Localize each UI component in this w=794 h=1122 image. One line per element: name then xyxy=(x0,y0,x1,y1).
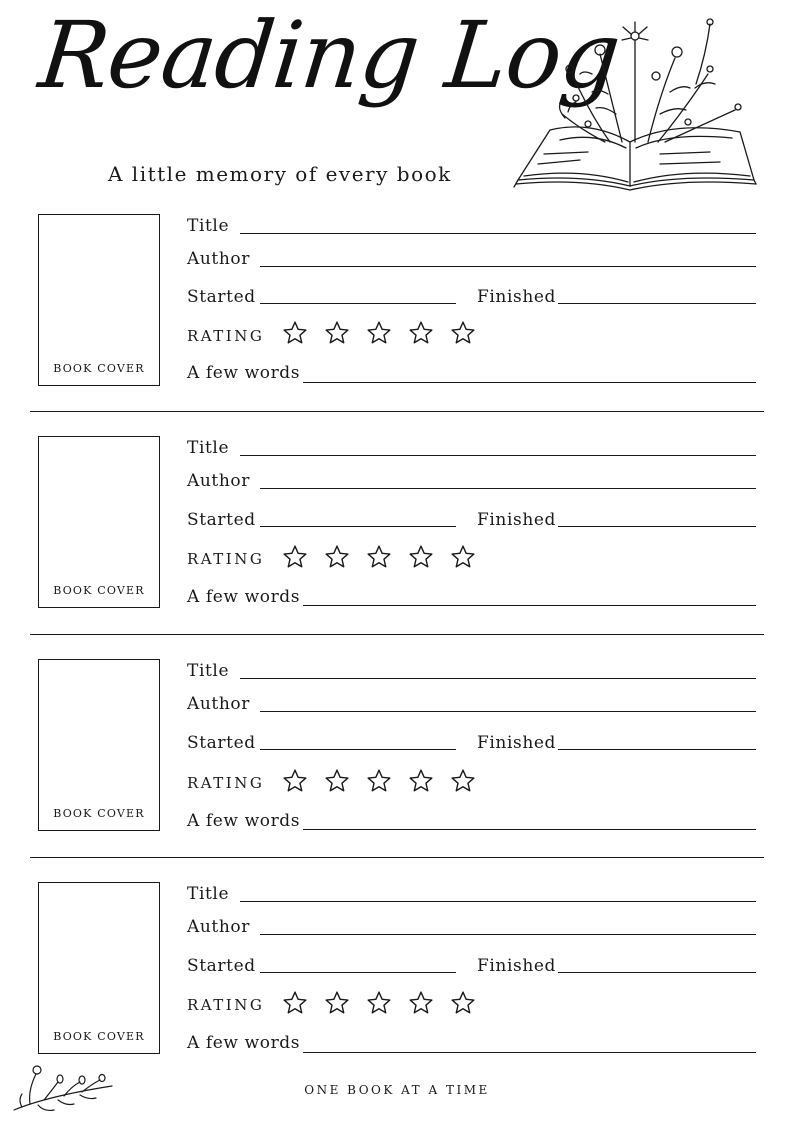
started-label: Started xyxy=(187,733,256,753)
started-label: Started xyxy=(187,287,256,307)
title-field[interactable] xyxy=(240,233,756,234)
title-field[interactable] xyxy=(240,901,756,902)
title-label: Title xyxy=(187,216,230,236)
title-label: Title xyxy=(187,661,230,681)
finished-label: Finished xyxy=(477,510,557,530)
words-field[interactable] xyxy=(303,382,756,383)
words-field[interactable] xyxy=(303,605,756,606)
star-icon[interactable] xyxy=(282,544,308,570)
star-rating xyxy=(282,990,476,1016)
book-cover-label: BOOK COVER xyxy=(53,807,145,820)
words-label: A few words xyxy=(187,363,301,383)
author-label: Author xyxy=(187,694,250,714)
entry-divider xyxy=(30,634,764,635)
entry-divider xyxy=(30,857,764,858)
finished-field[interactable] xyxy=(558,303,756,304)
started-field[interactable] xyxy=(260,303,456,304)
author-label: Author xyxy=(187,471,250,491)
rating-label: RATING xyxy=(187,996,265,1014)
page-subtitle: A little memory of every book xyxy=(108,162,452,186)
author-field[interactable] xyxy=(260,934,756,935)
star-icon[interactable] xyxy=(408,544,434,570)
star-icon[interactable] xyxy=(282,990,308,1016)
words-label: A few words xyxy=(187,587,301,607)
entry-divider xyxy=(30,411,764,412)
star-icon[interactable] xyxy=(324,544,350,570)
author-label: Author xyxy=(187,249,250,269)
book-cover-label: BOOK COVER xyxy=(53,1030,145,1043)
author-field[interactable] xyxy=(260,266,756,267)
star-icon[interactable] xyxy=(450,544,476,570)
words-field[interactable] xyxy=(303,1052,756,1053)
title-field[interactable] xyxy=(240,455,756,456)
finished-label: Finished xyxy=(477,287,557,307)
words-label: A few words xyxy=(187,811,301,831)
title-label: Title xyxy=(187,438,230,458)
book-entry-1 xyxy=(0,208,794,430)
started-field[interactable] xyxy=(260,972,456,973)
rating-label: RATING xyxy=(187,774,265,792)
finished-label: Finished xyxy=(477,956,557,976)
rating-label: RATING xyxy=(187,327,265,345)
star-rating xyxy=(282,768,476,794)
star-icon[interactable] xyxy=(450,320,476,346)
star-icon[interactable] xyxy=(324,768,350,794)
star-icon[interactable] xyxy=(282,320,308,346)
star-icon[interactable] xyxy=(282,768,308,794)
star-icon[interactable] xyxy=(450,768,476,794)
started-field[interactable] xyxy=(260,526,456,527)
started-label: Started xyxy=(187,510,256,530)
book-entry-4 xyxy=(0,876,794,1098)
finished-field[interactable] xyxy=(558,749,756,750)
finished-field[interactable] xyxy=(558,526,756,527)
words-field[interactable] xyxy=(303,829,756,830)
author-label: Author xyxy=(187,917,250,937)
open-book-flowers-icon xyxy=(510,14,760,192)
finished-label: Finished xyxy=(477,733,557,753)
rating-label: RATING xyxy=(187,550,265,568)
star-icon[interactable] xyxy=(366,990,392,1016)
author-field[interactable] xyxy=(260,488,756,489)
star-icon[interactable] xyxy=(366,320,392,346)
title-field[interactable] xyxy=(240,678,756,679)
star-icon[interactable] xyxy=(324,320,350,346)
star-icon[interactable] xyxy=(324,990,350,1016)
finished-field[interactable] xyxy=(558,972,756,973)
started-label: Started xyxy=(187,956,256,976)
star-icon[interactable] xyxy=(366,544,392,570)
book-cover-box[interactable] xyxy=(38,659,160,831)
book-entry-3 xyxy=(0,653,794,875)
book-cover-box[interactable] xyxy=(38,882,160,1054)
page-title: Reading Log xyxy=(34,2,625,109)
book-cover-label: BOOK COVER xyxy=(53,584,145,597)
star-icon[interactable] xyxy=(450,990,476,1016)
started-field[interactable] xyxy=(260,749,456,750)
star-icon[interactable] xyxy=(408,320,434,346)
star-rating xyxy=(282,544,476,570)
book-entry-2 xyxy=(0,430,794,652)
author-field[interactable] xyxy=(260,711,756,712)
star-icon[interactable] xyxy=(408,768,434,794)
book-cover-box[interactable] xyxy=(38,214,160,386)
star-icon[interactable] xyxy=(408,990,434,1016)
footer-tagline: ONE BOOK AT A TIME xyxy=(304,1083,490,1097)
book-cover-box[interactable] xyxy=(38,436,160,608)
book-cover-label: BOOK COVER xyxy=(53,362,145,375)
words-label: A few words xyxy=(187,1033,301,1053)
star-icon[interactable] xyxy=(366,768,392,794)
star-rating xyxy=(282,320,476,346)
title-label: Title xyxy=(187,884,230,904)
